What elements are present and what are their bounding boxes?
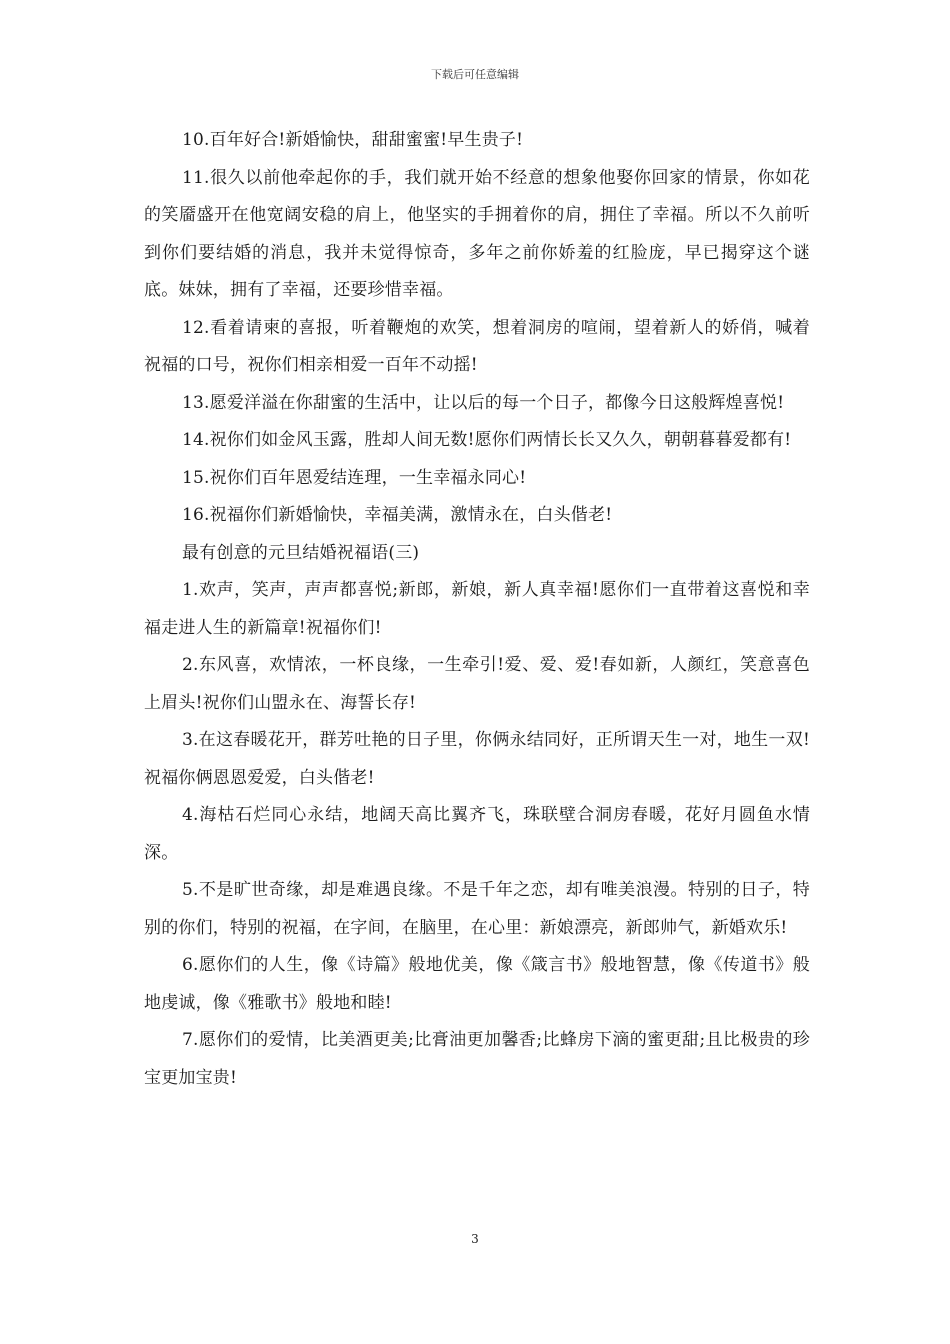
paragraph-11: 11.很久以前他牵起你的手，我们就开始不经意的想象他娶你回家的情景，你如花的笑靥盛开在他宽阔安稳的肩上，他坚实的手拥着你的肩，拥住了幸福。所以不久前听到你们要结婚的消息，我并未觉得惊奇，多年之前你娇羞的红脸庞，早已揭穿这个谜底。妹妹，拥有了幸福，还要珍惜幸福。 — [144, 167, 810, 300]
paragraph-10: 10.百年好合!新婚愉快，甜甜蜜蜜!早生贵子! — [182, 130, 524, 150]
paragraph-3: 3.在这春暖花开，群芳吐艳的日子里，你俩永结同好，正所谓天生一对，地生一双!祝福你俩恩恩爱爱，白头偕老! — [144, 730, 810, 788]
paragraph-6: 6.愿你们的人生，像《诗篇》般地优美，像《箴言书》般地智慧，像《传道书》般地虔诚，像《雅歌书》般地和睦! — [144, 955, 810, 1013]
paragraph-14: 14.祝你们如金风玉露，胜却人间无数!愿你们两情长长又久久，朝朝暮暮爱都有! — [182, 430, 792, 450]
section-heading: 最有创意的元旦结婚祝福语(三) — [182, 542, 420, 563]
paragraph-12: 12.看着请柬的喜报，听着鞭炮的欢笑，想着洞房的喧闹，望着新人的娇俏，喊着祝福的口号，祝你们相亲相爱一百年不动摇! — [144, 317, 810, 375]
paragraph-15: 15.祝你们百年恩爱结连理，一生幸福永同心! — [182, 467, 527, 488]
paragraph-2: 2.东风喜，欢情浓，一杯良缘，一生牵引!爱、爱、爱!春如新，人颜红，笑意喜色上眉头!祝你们山盟永在、海誓长存! — [144, 655, 810, 713]
paragraph-1: 1.欢声，笑声，声声都喜悦;新郎，新娘，新人真幸福!愿你们一直带着这喜悦和幸福走进人生的新篇章!祝福你们! — [144, 580, 810, 638]
paragraph-16: 16.祝福你们新婚愉快，幸福美满，激情永在，白头偕老! — [182, 505, 613, 525]
page-number: 3 — [471, 1232, 479, 1246]
page-header: 下载后可任意编辑 — [431, 68, 519, 81]
paragraph-4: 4.海枯石烂同心永结，地阔天高比翼齐飞，珠联壁合洞房春暖，花好月圆鱼水情深。 — [144, 805, 810, 863]
paragraph-5: 5.不是旷世奇缘，却是难遇良缘。不是千年之恋，却有唯美浪漫。特别的日子，特别的你们，特别的祝福，在字间，在脑里，在心里：新娘漂亮，新郎帅气，新婚欢乐! — [144, 880, 810, 938]
paragraph-7: 7.愿你们的爱情，比美酒更美;比膏油更加馨香;比蜂房下滴的蜜更甜;且比极贵的珍宝更加宝贵! — [144, 1030, 810, 1088]
paragraph-13: 13.愿爱洋溢在你甜蜜的生活中，让以后的每一个日子，都像今日这般辉煌喜悦! — [182, 392, 785, 413]
document-body — [144, 122, 810, 1097]
